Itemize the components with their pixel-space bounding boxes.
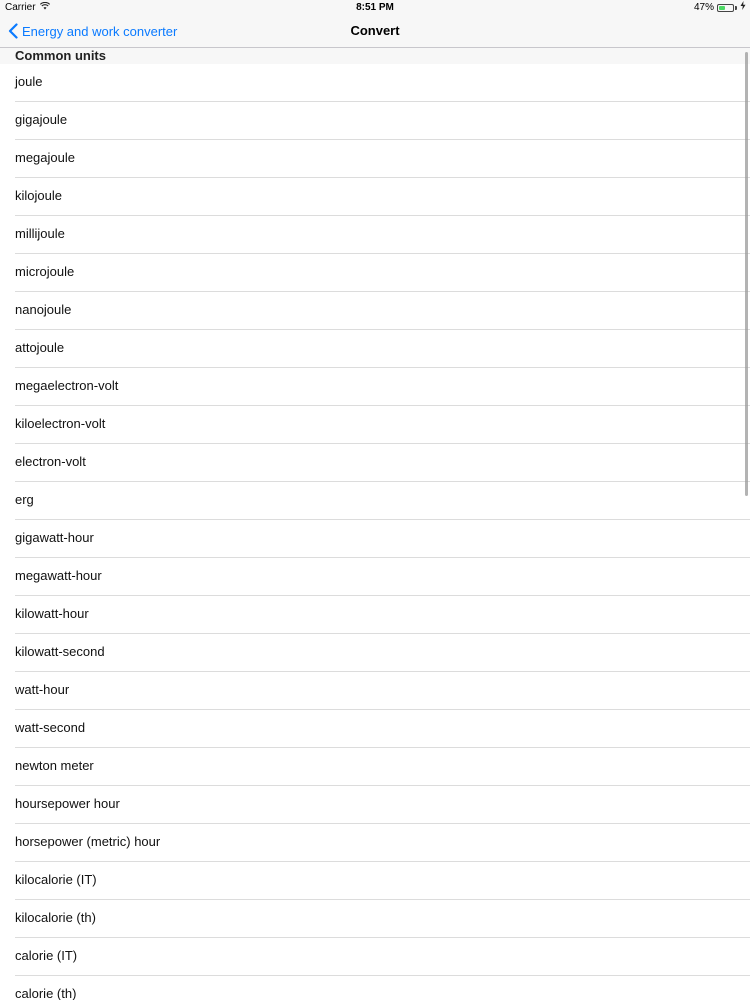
clock: 8:51 PM	[356, 2, 394, 13]
status-right	[694, 0, 746, 15]
list-item[interactable]	[0, 900, 750, 938]
list-item[interactable]	[0, 292, 750, 330]
list-item[interactable]	[0, 406, 750, 444]
unit-list	[0, 64, 750, 1000]
list-item[interactable]	[0, 254, 750, 292]
list-item[interactable]	[0, 482, 750, 520]
list-item-label: kilojoule	[15, 188, 62, 203]
list-item[interactable]	[0, 140, 750, 178]
list-item-label: hoursepower hour	[15, 796, 120, 811]
status-bar	[0, 0, 750, 15]
list-item-label: calorie (IT)	[15, 948, 78, 963]
list-item[interactable]	[0, 786, 750, 824]
list-item-label: nanojoule	[15, 302, 72, 317]
back-button-label: Energy and work converter	[22, 23, 178, 39]
list-item-label: calorie (th)	[15, 986, 77, 1000]
list-item-label: kilowatt-second	[15, 644, 105, 659]
list-item-label: microjoule	[15, 264, 75, 279]
list-item[interactable]	[0, 558, 750, 596]
scroll-indicator[interactable]	[745, 52, 748, 496]
list-item[interactable]	[0, 64, 750, 102]
list-item-label: watt-hour	[15, 682, 70, 697]
list-item[interactable]	[0, 216, 750, 254]
list-item[interactable]	[0, 862, 750, 900]
section-header: Common units	[0, 48, 750, 64]
navigation-bar	[0, 15, 750, 48]
bolt-icon	[740, 0, 746, 15]
list-item-label: megawatt-hour	[15, 568, 102, 583]
list-item[interactable]	[0, 596, 750, 634]
list-item-label: kilocalorie (th)	[15, 910, 96, 925]
list-item-label: newton meter	[15, 758, 94, 773]
list-item-label: erg	[15, 492, 34, 507]
page-title: Convert	[350, 23, 400, 38]
list-item[interactable]	[0, 520, 750, 558]
list-item[interactable]	[0, 178, 750, 216]
list-item[interactable]	[0, 444, 750, 482]
list-item-label: gigawatt-hour	[15, 530, 94, 545]
list-item-label: megaelectron-volt	[15, 378, 119, 393]
list-item-label: millijoule	[15, 226, 65, 241]
list-item[interactable]	[0, 672, 750, 710]
list-item[interactable]	[0, 710, 750, 748]
list-item-label: electron-volt	[15, 454, 86, 469]
list-item-label: kilocalorie (IT)	[15, 872, 97, 887]
list-item[interactable]	[0, 102, 750, 140]
battery-percent: 47%	[693, 2, 714, 13]
list-item-label: joule	[15, 74, 43, 89]
carrier-label: Carrier	[5, 2, 36, 13]
list-item[interactable]	[0, 824, 750, 862]
battery-icon	[717, 4, 734, 12]
list-item-label: horsepower (metric) hour	[15, 834, 161, 849]
list-item[interactable]	[0, 368, 750, 406]
battery-cap	[735, 6, 737, 10]
list-item[interactable]	[0, 748, 750, 786]
list-item[interactable]	[0, 330, 750, 368]
battery-level	[719, 6, 725, 10]
list-item-label: attojoule	[15, 340, 65, 355]
list-item-label: kilowatt-hour	[15, 606, 89, 621]
list-item[interactable]	[0, 938, 750, 976]
list-item[interactable]	[0, 634, 750, 672]
list-item-label: megajoule	[15, 150, 75, 165]
list-item-label: kiloelectron-volt	[15, 416, 106, 431]
list-item[interactable]	[0, 976, 750, 1000]
list-item-label: gigajoule	[15, 112, 68, 127]
list-item-label: watt-second	[15, 720, 86, 735]
